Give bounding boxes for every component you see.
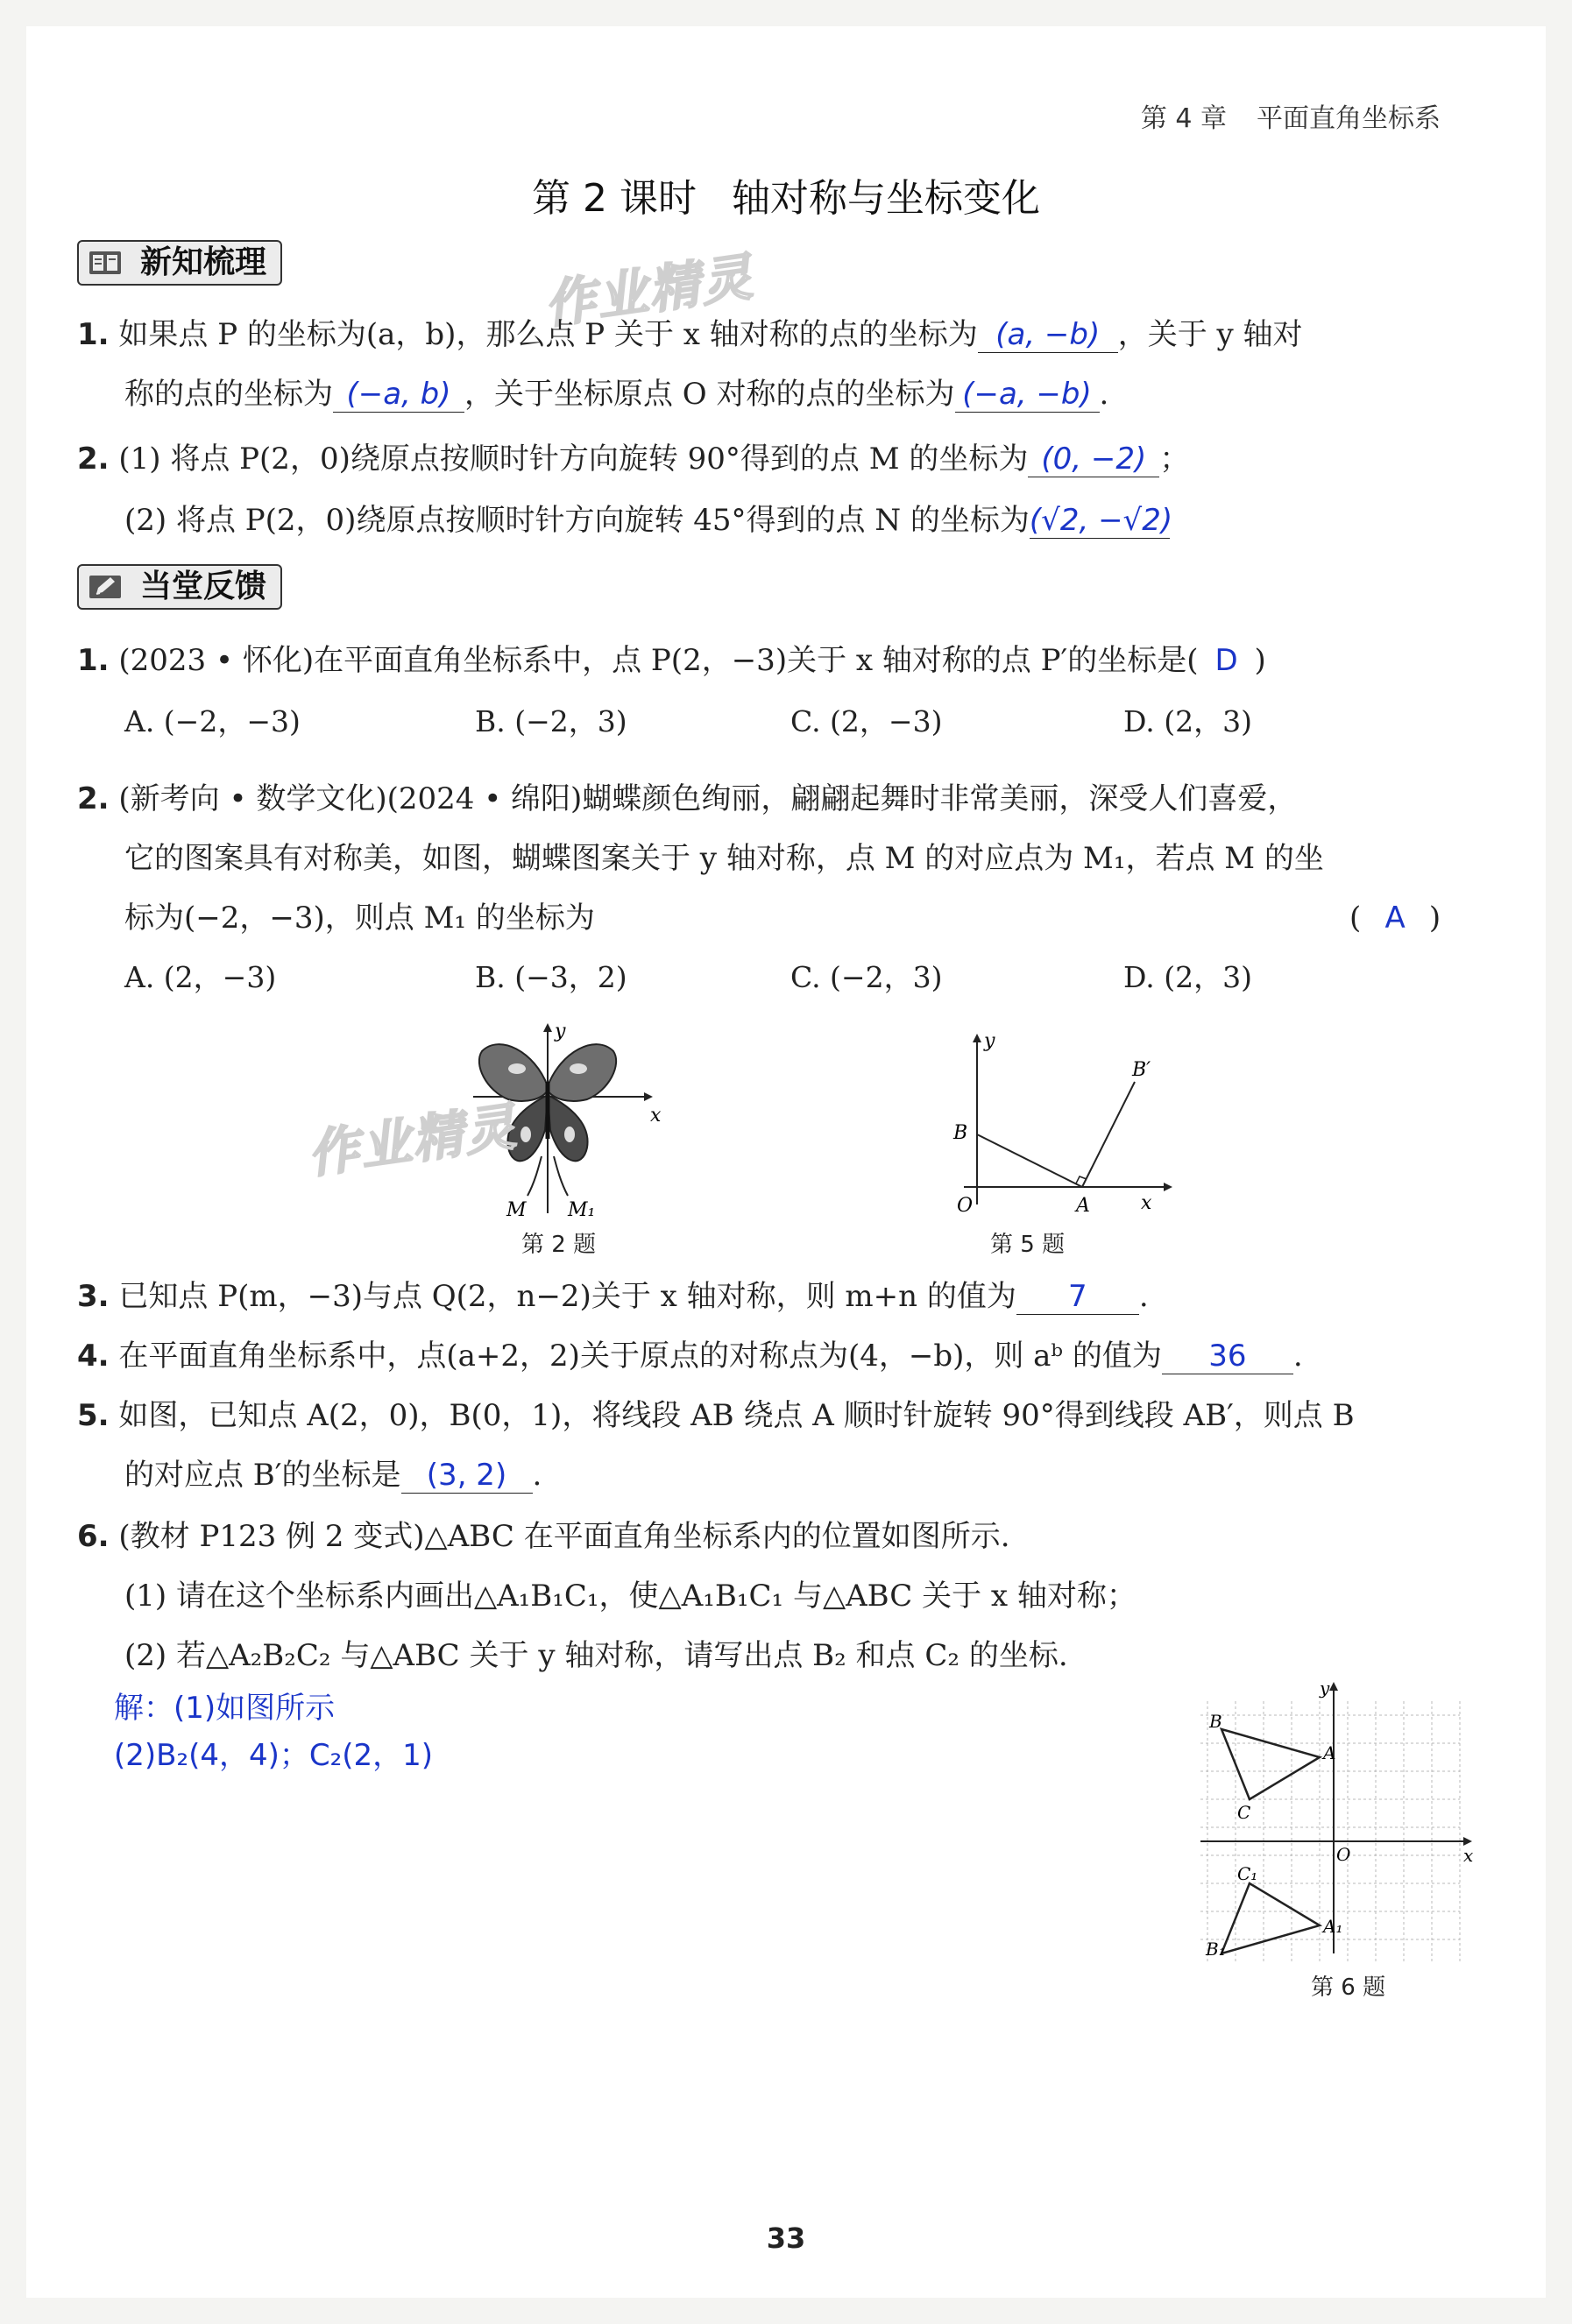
- fb-q2-answer: ( A ): [1349, 901, 1441, 936]
- answer-blank[interactable]: (3, 2): [401, 1458, 533, 1494]
- answer-blank[interactable]: (0, −2): [1028, 441, 1159, 477]
- point-m-label: M: [506, 1199, 527, 1221]
- page-number: 33: [766, 2222, 806, 2255]
- pencil-icon: [88, 573, 123, 601]
- point-b-label: B: [1209, 1711, 1222, 1732]
- answer-blank[interactable]: 36: [1162, 1339, 1293, 1374]
- figure-6-grid: [1192, 1673, 1481, 1962]
- fb-q5-line1: 5. 如图，已知点 A(2，0)，B(0，1)，将线段 AB 绕点 A 顺时针旋转 90°得到线段 AB′，则点 B: [77, 1398, 1355, 1433]
- fb-q6-line2: (1) 请在这个坐标系内画出△A₁B₁C₁，使△A₁B₁C₁ 与△ABC 关于 x 轴对称；: [124, 1579, 1137, 1614]
- chapter-header: 第 4 章 平面直角坐标系: [1140, 103, 1441, 134]
- point-a1-label: A₁: [1323, 1916, 1343, 1937]
- y-label: y: [1320, 1678, 1330, 1699]
- point-c1-label: C₁: [1237, 1863, 1258, 1884]
- answer-blank[interactable]: (−a, −b): [955, 377, 1100, 413]
- figure-5-rotation: [938, 1025, 1192, 1218]
- section-new-knowledge: 新知梳理: [77, 240, 282, 286]
- solution-line1: 解：(1)如图所示: [114, 1691, 336, 1726]
- book-icon: [88, 249, 123, 277]
- fb-q2-option-c: C. (−2，3): [790, 960, 943, 994]
- x-label: x: [650, 1105, 662, 1127]
- fb-q2-line2: 它的图案具有对称美，如图，蝴蝶图案关于 y 轴对称，点 M 的对应点为 M₁，若点 M 的坐: [124, 841, 1324, 876]
- answer-choice: D: [1214, 643, 1238, 678]
- watermark: 作业精灵: [541, 246, 758, 336]
- fb-q2-line3: 标为(−2，−3)，则点 M₁ 的坐标为: [124, 901, 595, 936]
- segment-ab1: [1082, 1082, 1135, 1187]
- fb-q1-option-a: A. (−2，−3): [124, 704, 301, 738]
- section-feedback: 当堂反馈: [77, 564, 282, 610]
- fb-q2-option-b: B. (−3，2): [475, 960, 627, 994]
- point-a-label: A: [1076, 1195, 1090, 1217]
- point-c-label: C: [1237, 1802, 1251, 1823]
- y-label: y: [555, 1021, 566, 1042]
- point-b-label: B: [953, 1122, 968, 1144]
- point-m1-label: M₁: [568, 1199, 596, 1221]
- lesson-title: 第 2 课时 轴对称与坐标变化: [532, 176, 1040, 221]
- point-b1-label: B′: [1132, 1059, 1151, 1081]
- fb-q1: 1. (2023 • 怀化)在平面直角坐标系中，点 P(2，−3)关于 x 轴对称的点 P′的坐标是( D ): [77, 639, 1266, 682]
- point-b1-label: B₁: [1206, 1939, 1226, 1960]
- q2-line1: 2. (1) 将点 P(2，0)绕原点按顺时针方向旋转 90°得到的点 M 的坐标为 (0, −2) ；: [77, 441, 1190, 477]
- page: [26, 26, 1546, 2298]
- x-label: x: [1141, 1192, 1152, 1214]
- y-label: y: [984, 1030, 995, 1052]
- q2-line2: (2) 将点 P(2，0)绕原点按顺时针方向旋转 45°得到的点 N 的坐标为(√2, −√2): [124, 503, 1173, 538]
- point-a-label: A: [1323, 1742, 1336, 1763]
- segment-ab: [977, 1134, 1082, 1187]
- fb-q6-line3: (2) 若△A₂B₂C₂ 与△ABC 关于 y 轴对称，请写出点 B₂ 和点 C₂ 的坐标.: [124, 1638, 1068, 1673]
- figure-2-caption: 第 2 题: [521, 1232, 597, 1258]
- origin-label: O: [957, 1195, 974, 1217]
- answer-blank[interactable]: 7: [1016, 1279, 1139, 1315]
- fb-q4: 4. 在平面直角坐标系中，点(a+2，2)关于原点的对称点为(4，−b)，则 aᵇ 的值为 36 .: [77, 1339, 1303, 1374]
- watermark: 作业精灵: [304, 1096, 521, 1185]
- fb-q1-option-b: B. (−2，3): [475, 704, 627, 738]
- fb-q6-line1: 6. (教材 P123 例 2 变式)△ABC 在平面直角坐标系内的位置如图所示.: [77, 1519, 1010, 1554]
- fb-q2-option-d: D. (2，3): [1123, 960, 1253, 994]
- x-label: x: [1463, 1845, 1474, 1866]
- triangle-a1b1c1: [1221, 1883, 1320, 1953]
- answer-blank[interactable]: (a, −b): [978, 317, 1118, 353]
- answer-blank[interactable]: (√2, −√2): [1029, 503, 1173, 538]
- fb-q2-option-a: A. (2，−3): [124, 960, 277, 994]
- q1-line1: 1. 如果点 P 的坐标为(a，b)，那么点 P 关于 x 轴对称的点的坐标为 (a, −b) ，关于 y 轴对: [77, 317, 1303, 352]
- fb-q3: 3. 已知点 P(m，−3)与点 Q(2，n−2)关于 x 轴对称，则 m+n 的值为 7 .: [77, 1279, 1149, 1314]
- origin-label: O: [1336, 1844, 1351, 1865]
- triangle-abc: [1221, 1729, 1320, 1799]
- answer-blank[interactable]: (−a, b): [333, 377, 464, 413]
- figure-5-caption: 第 5 题: [990, 1232, 1066, 1258]
- fb-q1-option-c: C. (2，−3): [790, 704, 943, 738]
- solution-line2: (2)B₂(4，4)；C₂(2，1): [114, 1738, 434, 1773]
- fb-q2-line1: 2. (新考向 • 数学文化)(2024 • 绵阳)蝴蝶颜色绚丽，翩翩起舞时非常美丽，深受人们喜爱，: [77, 781, 1298, 816]
- q1-line2: 称的点的坐标为 (−a, b) ，关于坐标原点 O 对称的点的坐标为 (−a, −b) .: [124, 377, 1109, 412]
- figure-6-caption: 第 6 题: [1311, 1974, 1386, 2001]
- fb-q1-option-d: D. (2，3): [1123, 704, 1253, 738]
- fb-q5-line2: 的对应点 B′的坐标是 (3, 2) .: [124, 1458, 542, 1493]
